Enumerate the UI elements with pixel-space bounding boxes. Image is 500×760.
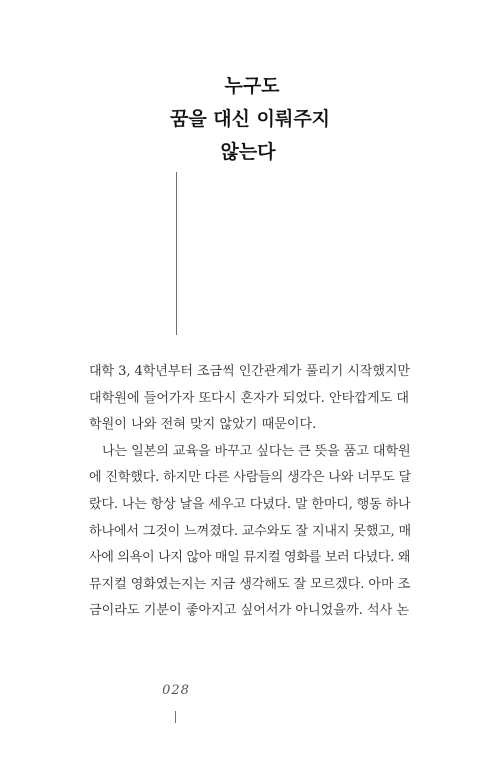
body-line: 대학원에 들어가자 또다시 혼자가 되었다. 안타깝게도 대: [89, 390, 410, 406]
body-text: [89, 359, 411, 625]
body-line: 사에 의욕이 나지 않아 매일 뮤지컬 영화를 보러 다녔다. 왜: [89, 550, 410, 566]
page-number-tick: [175, 711, 176, 723]
body-line: 대학 3, 4학년부터 조금씩 인간관계가 풀리기 시작했지만: [89, 364, 410, 379]
body-line: 금이라도 기분이 좋아지고 싶어서가 아니었을까. 석사 논: [89, 603, 410, 619]
decorative-vertical-rule: [176, 172, 177, 335]
chapter-title-line-1: 누구도: [224, 75, 280, 97]
chapter-title: [0, 70, 500, 169]
page-number: 028: [162, 683, 190, 698]
body-line: 에 진학했다. 하지만 다른 사람들의 생각은 나와 너무도 달: [89, 470, 411, 486]
body-line: 뮤지컬 영화였는지는 지금 생각해도 잘 모르겠다. 아마 조: [89, 576, 411, 592]
body-line: 하나에서 그것이 느껴졌다. 교수와도 잘 지내지 못했고, 매: [89, 523, 411, 539]
body-line: 학원이 나와 전혀 맞지 않았기 때문이다.: [89, 417, 317, 433]
body-line: 나는 일본의 교육을 바꾸고 싶다는 큰 뜻을 품고 대학원: [102, 443, 411, 459]
chapter-title-line-3: 않는다: [220, 141, 276, 163]
body-line: 랐다. 나는 항상 날을 세우고 다녔다. 말 한마디, 행동 하나: [89, 496, 411, 512]
chapter-title-line-2: 꿈을 대신 이뤄주지: [169, 108, 331, 130]
